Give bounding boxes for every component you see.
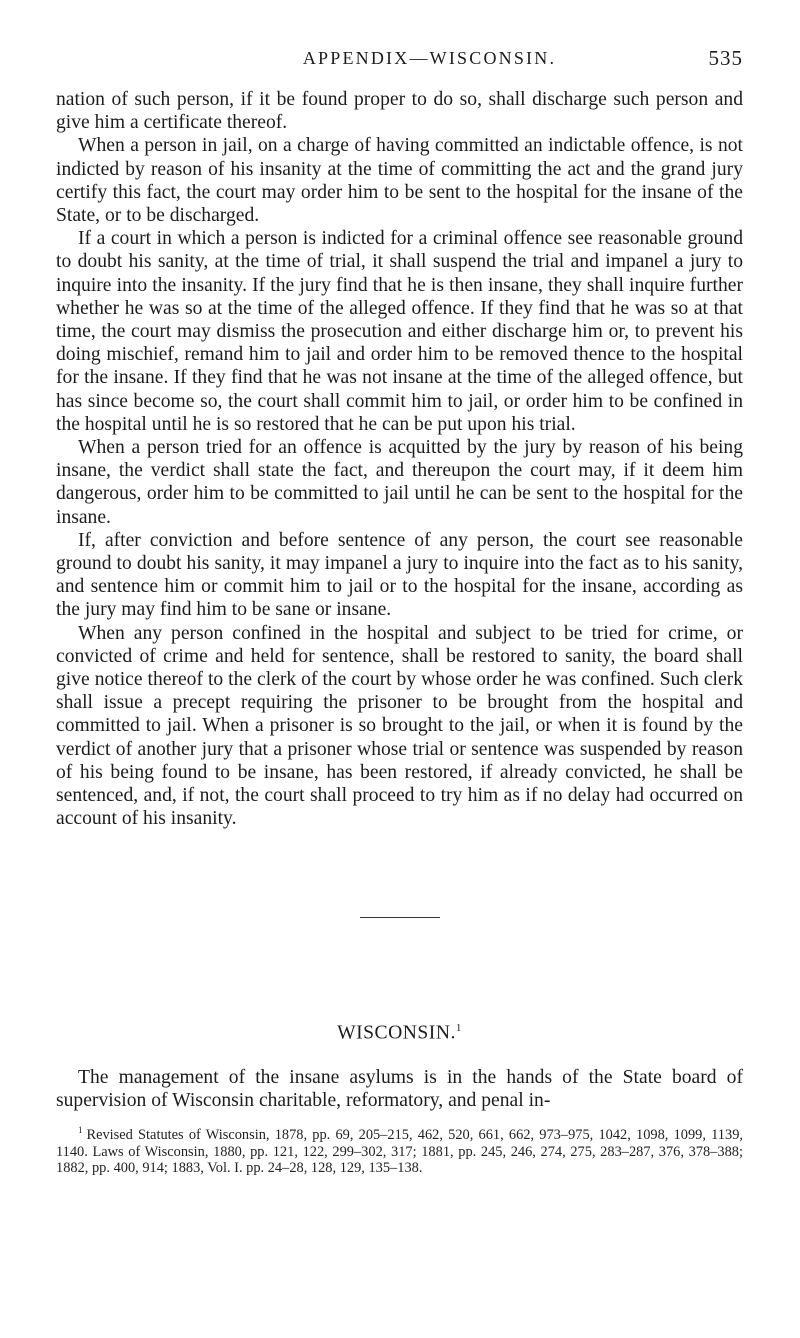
page-number: 535 — [708, 46, 743, 70]
body-text — [56, 88, 743, 831]
footnote — [56, 1122, 743, 1177]
paragraph-continued: nation of such person, if it be found proper to do so, shall discharge such person and give him a certificate thereof. — [56, 89, 743, 134]
paragraph: If a court in which a person is indicted for a criminal offence see reasonable ground to doubt his sanity, at the time of trial, it shall suspend the trial and impanel a jury to inquire into the insanity. If the jury find that he is then insane, they shall inquire further whether he was so at the time of the alleged offence. If they find that he was so at that time, the court may dismiss the prosecution and either discharge him or, to prevent his doing mischief, remand him to jail and order him to be removed thence to the hospital for the insane. If they find that he was not insane at the time of the alleged offence, but has since become so, the court shall commit him to jail, or order him to be confined in the hospital until he is so restored that he can be put upon his trial. — [56, 228, 743, 435]
paragraph: When a person tried for an offence is acquitted by the jury by reason of his being insane, the verdict shall state the fact, and thereupon the court may, if it deem him dangerous, order him to be committed to jail until he can be sent to the hospital for the insane. — [56, 437, 743, 528]
running-title: APPENDIX—WISCONSIN. — [302, 48, 557, 68]
section-heading-text: WISCONSIN. — [337, 1022, 456, 1044]
section-paragraph: The management of the insane asylums is in the hands of the State board of supervision of Wisconsin charitable, reformatory, and penal in- — [56, 1067, 743, 1112]
paragraph: If, after conviction and before sentence of any person, the court see reasonable ground to doubt his sanity, it may impanel a jury to inquire into the fact as to his sanity, and sentence him or commit him to jail or to the hospital for the insane, according as the jury may find him to be sane or insane. — [56, 529, 743, 621]
page — [56, 44, 743, 1177]
paragraph: When any person confined in the hospital and subject to be tried for crime, or convicted of crime and held for sentence, shall be restored to sanity, the board shall give notice thereof to the clerk of the court by whose order he was confined. Such clerk shall issue a precept requiring the prisoner to be brought from the hospital and committed to jail. When a prisoner is so brought to the jail, or when it is found by the verdict of another jury that a prisoner whose trial or sentence was suspended by reason of his being found to be insane, has been restored, if already convicted, he shall be sentenced, and, if not, the court shall proceed to try him as if no delay had occurred on account of his insanity. — [56, 622, 743, 830]
section-divider — [360, 917, 440, 918]
section-heading — [56, 1022, 743, 1045]
paragraph: When a person in jail, on a charge of having committed an indictable offence, is not indicted by reason of his insanity at the time of committing the act and the grand jury certify this fact, the court may order him to be sent to the hospital for the insane of the State, or to be discharged. — [56, 135, 743, 227]
footnote-text: Revised Statutes of Wisconsin, 1878, pp. 69, 205–215, 462, 520, 661, 662, 973–975, 1042, 1098, 1099, 1139, 1140. Laws of Wisconsin, 1880, pp. 121, 122, 299–302, 317; 1881, pp. 245, 246, 274, 275, 283–287, 376, 378–388; 1882, pp. 400, 914; 1883, Vol. I. pp. 24–28, 128, 129, 135–138. — [56, 1127, 743, 1177]
footnote-reference: 1 — [455, 1021, 462, 1034]
footnote-marker: 1 — [78, 1125, 83, 1136]
running-header — [56, 44, 743, 80]
